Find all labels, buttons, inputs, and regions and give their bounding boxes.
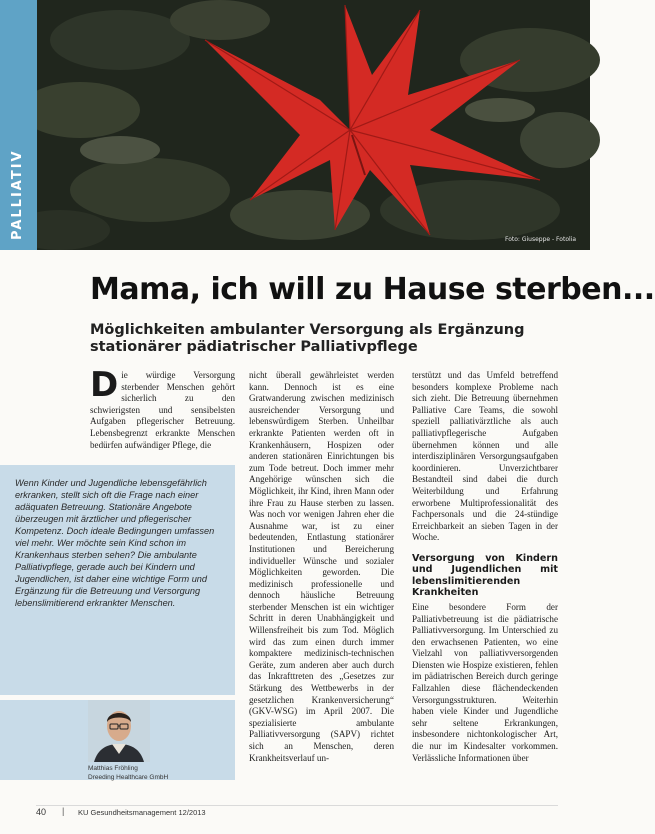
paragraph: terstützt und das Umfeld betreffend besonders komplexe Probleme nach sich zieht. Die Betreuung übernehmen Palliative Care Teams, die sowohl speziell palliativärztliche als auch palliativpflegerische Aufgaben übernehmen können und alle interdisziplinären Versorgungsaufgaben koordinieren. Unverzichtbarer Bestandteil sind dabei die durch Weiterbildung und Erfahrung erworbene Multiprofessionalität des Fachpersonals und die 24-stündige Erreichbarkeit an sieben Tagen in der Woche. xyxy=(412,370,558,543)
dropcap: D xyxy=(90,365,119,405)
author-portrait xyxy=(88,700,150,762)
pull-quote: Wenn Kinder und Jugendliche lebensgefährlich erkranken, stellt sich oft die Frage nach einer adäquaten Betreuung. Stationäre Angebote überzeugen mit ärztlicher und pflegerischer Kompetenz. Doch ideale Bedingungen umfassen viel mehr. Wer möchte sein Kind schon im Krankenhaus sterben sehen? Die ambulante Palliativpflege, gerade auch bei Kindern und Jugendlichen, ist daher eine wichtige Form und Ergänzung für die Betreuung und Versorgung lebenslimitierend erkrankter Menschen. xyxy=(15,478,215,608)
magazine-name: KU Gesundheitsmanagement 12/2013 xyxy=(78,808,206,817)
text-column-2 xyxy=(249,370,394,764)
footer-divider xyxy=(36,805,558,806)
section-label: PALLIATIV xyxy=(10,149,25,240)
photo-credit: Foto: Giuseppe - Fotolia xyxy=(504,236,576,243)
text-column-1 xyxy=(90,365,235,451)
author-name: Matthias Fröhling xyxy=(88,765,138,772)
leaf-on-stones-illustration xyxy=(0,0,590,250)
section-heading: Versorgung von Kindern und Jugendlichen mit lebenslimitierenden Krankheiten xyxy=(412,552,558,599)
author-organization: Dreeding Healthcare GmbH xyxy=(88,774,169,781)
article-subtitle: Möglichkeiten ambulanter Versorgung als Ergänzung stationärer pädiatrischer Palliativpflege xyxy=(90,322,525,355)
text-column-3 xyxy=(412,370,558,764)
hero-image xyxy=(0,0,590,250)
paragraph: nicht überall gewährleistet werden kann. Dennoch ist es eine Gratwanderung zwischen medizinisch ausreichender Versorgung und lebenswürdigem Sterben. Unheilbar erkrankte Patienten werden oft in Krankenhäusern, Hospizen oder anderen stationären Einrichtungen bis zum Tode betreut. Doch immer mehr Angehörige wünschen sich die Möglichkeit, ihr Kind, ihren Mann oder ihre Frau zu Hause sterben zu lassen. Was noch vor wenigen Jahren eher die Ausnahme war, ist zu einer bedeutenden, Entlastung stationärer Institutionen und Bereicherung individueller Wünsche und sozialer Möglichkeiten geworden. Die medizinisch professionelle und dennoch häusliche Betreuung sterbender Menschen ist ein wichtiger Schritt in deren Unabhängigkeit und Willensfreiheit bis zum Tod. Möglich wird das zum einen durch immer kompaktere medizinisch-technischen Geräte, zum anderen aber auch durch das Inkrafttreten des „Gesetzes zur Stärkung des Wettbewerbs in der gesetzlichen Krankenversicherung“ (GKV-WSG) im April 2007. Die spezialisierte ambulante Palliativversorgung (SAPV) richtet sich an Menschen, deren Krankheitsverlauf un- xyxy=(249,370,394,763)
author-photo xyxy=(88,700,150,762)
paragraph: ie würdige Versorgung sterbender Menschen gehört sicherlich zu den schwierigsten und sensibelsten Aufgaben pflegerischer Betreuung. Lebensbegrenzt erkrankte Menschen bedürfen aufwändiger Pflege, die xyxy=(90,370,235,450)
paragraph: Eine besondere Form der Palliativbetreuung ist die pädiatrische Palliativversorgung. Im Unterschied zu den erwachsenen Patienten, wo eine Vielzahl von palliativversorgenden Diensten wie Hospize existieren, fehlen im pädiatrischen Bereich durch geringe Fallzahlen diese flächendeckenden Versorgungsstrukturen. Weiterhin haben viele Kinder und Jugendliche sehr seltene Erkrankungen, insbesondere nichtonkologischer Art, die nur im Kindesalter vorkommen. Verlässliche Informationen über xyxy=(412,601,558,763)
article-title: Mama, ich will zu Hause sterben... xyxy=(90,272,655,307)
page-number: 40 xyxy=(36,807,47,817)
footer-separator: | xyxy=(62,806,65,816)
